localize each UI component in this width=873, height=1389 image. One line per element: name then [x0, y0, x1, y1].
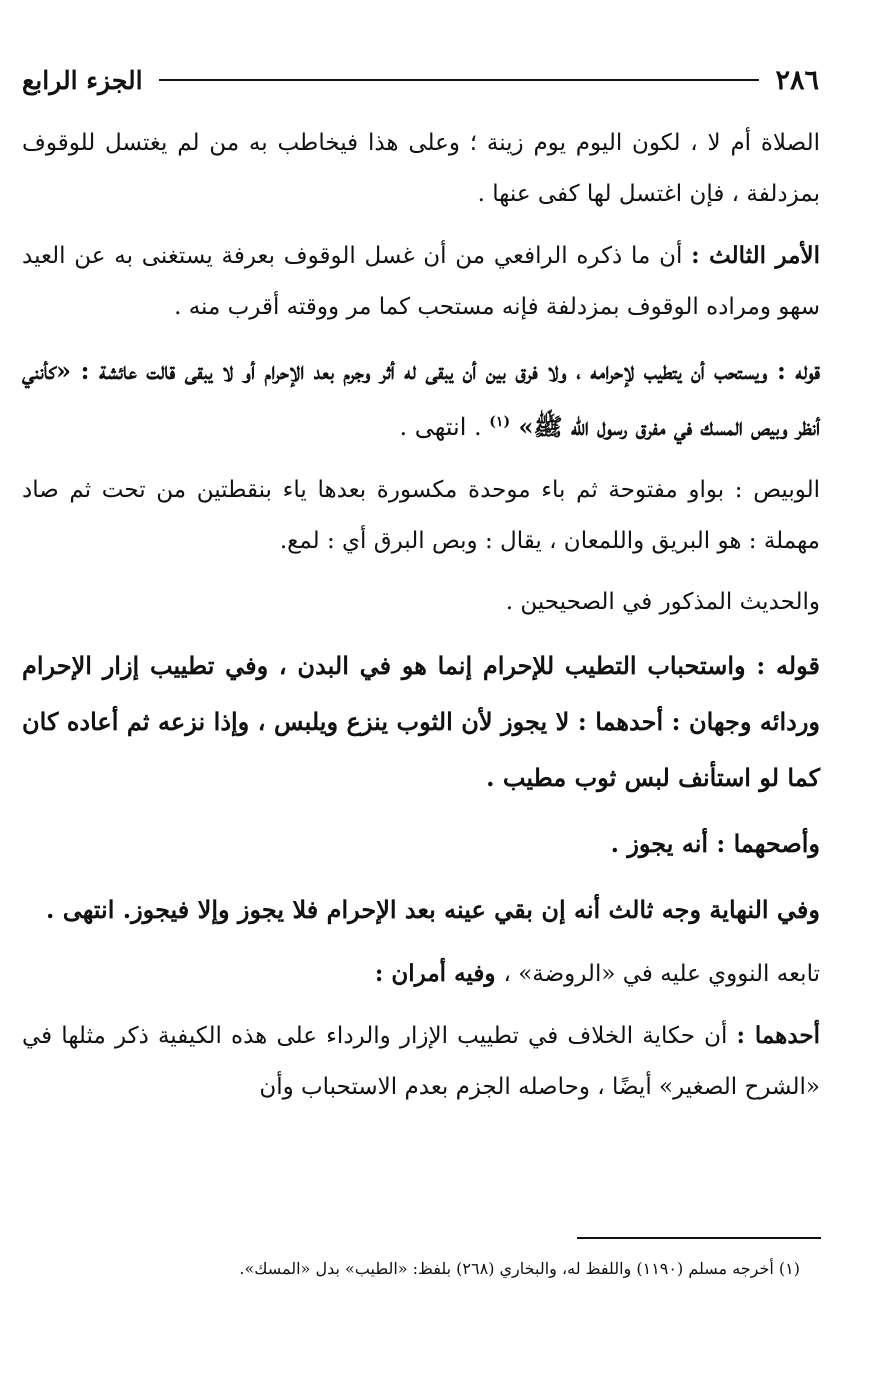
paragraph-lead: الأمر الثالث : — [691, 242, 820, 269]
paragraph — [22, 577, 820, 628]
paragraph-text: أن حكاية الخلاف في تطييب الإزار والرداء على هذه الكيفية ذكر مثلها في «الشرح الصغير» أيضًا ، وحاصله الجزم بعدم الاستحباب وأن — [22, 1023, 820, 1100]
page-header — [22, 60, 819, 100]
paragraph-text: وفي النهاية وجه ثالث أنه إن بقي عينه بعد الإحرام فلا يجوز وإلا فيجوز. انتهى . — [46, 895, 820, 924]
paragraph-text: والحديث المذكور في الصحيحين . — [505, 589, 820, 615]
header-rule — [159, 79, 760, 81]
paragraph-quote — [22, 343, 820, 455]
paragraph-text: أن ما ذكره الرافعي من أن غسل الوقوف بعرفة يستغنى به عن العيد سهو ومراده الوقوف بمزدلفة فإنه مستحب كما مر ووقته أقرب منه . — [22, 243, 820, 320]
paragraph-quote — [22, 816, 820, 872]
paragraph-text: الصلاة أم لا ، لكون اليوم يوم زينة ؛ وعلى هذا فيخاطب به من لم يغتسل للوقوف بمزدلفة ، فإن اغتسل لها كفى عنها . — [22, 130, 820, 207]
paragraph — [22, 948, 820, 1000]
paragraph-text: وأصحهما : أنه يجوز . — [610, 829, 820, 858]
paragraph-text: قوله : واستحباب التطيب للإحرام إنما هو في البدن ، وفي تطييب إزار الإحرام وردائه وجهان : أحدهما : لا يجوز لأن الثوب ينزع ويلبس ، وإذا نزعه ثم أعاده كان كما لو استأنف لبس ثوب مطيب . — [22, 651, 820, 792]
paragraph — [22, 230, 820, 333]
paragraph-tail: . انتهى . — [399, 413, 490, 441]
footnote-marker[interactable]: (١) — [489, 414, 511, 430]
paragraph — [22, 1010, 820, 1113]
paragraph-quote — [22, 638, 820, 806]
footnote-rule — [577, 1237, 821, 1239]
paragraph-lead: أحدهما : — [736, 1022, 820, 1049]
paragraph — [22, 465, 820, 567]
paragraph — [22, 118, 820, 220]
paragraph-quote — [22, 882, 820, 938]
running-head: الجزء الرابع — [22, 65, 143, 95]
body-text — [22, 118, 820, 1123]
paragraph-text: تابعه النووي عليه في «الروضة» ، — [503, 961, 820, 987]
paragraph-text: الوبيص : بواو مفتوحة ثم باء موحدة مكسورة بعدها ياء بنقطتين من تحت ثم صاد مهملة : هو البريق واللمعان ، يقال : وبص البرق أي : لمع. — [22, 477, 820, 554]
footnote: (١) أخرجه مسلم (١١٩٠) واللفظ له، والبخاري (٢٦٨) بلفظ: «الطيب» بدل «المسك». — [239, 1259, 800, 1278]
paragraph-bold-tail: وفيه أمران : — [374, 960, 504, 987]
paragraph-text: قوله : ويستحب أن يتطيب لإحرامه ، ولا فرق بين أن يبقى له أثر وجرم بعد الإحرام أو لا يبقى قالت عائشة : «كأنني أنظر وبيص المسك في مفرق رسول الله ﷺ» — [22, 356, 820, 441]
page-number: ٢٨٦ — [775, 64, 819, 96]
